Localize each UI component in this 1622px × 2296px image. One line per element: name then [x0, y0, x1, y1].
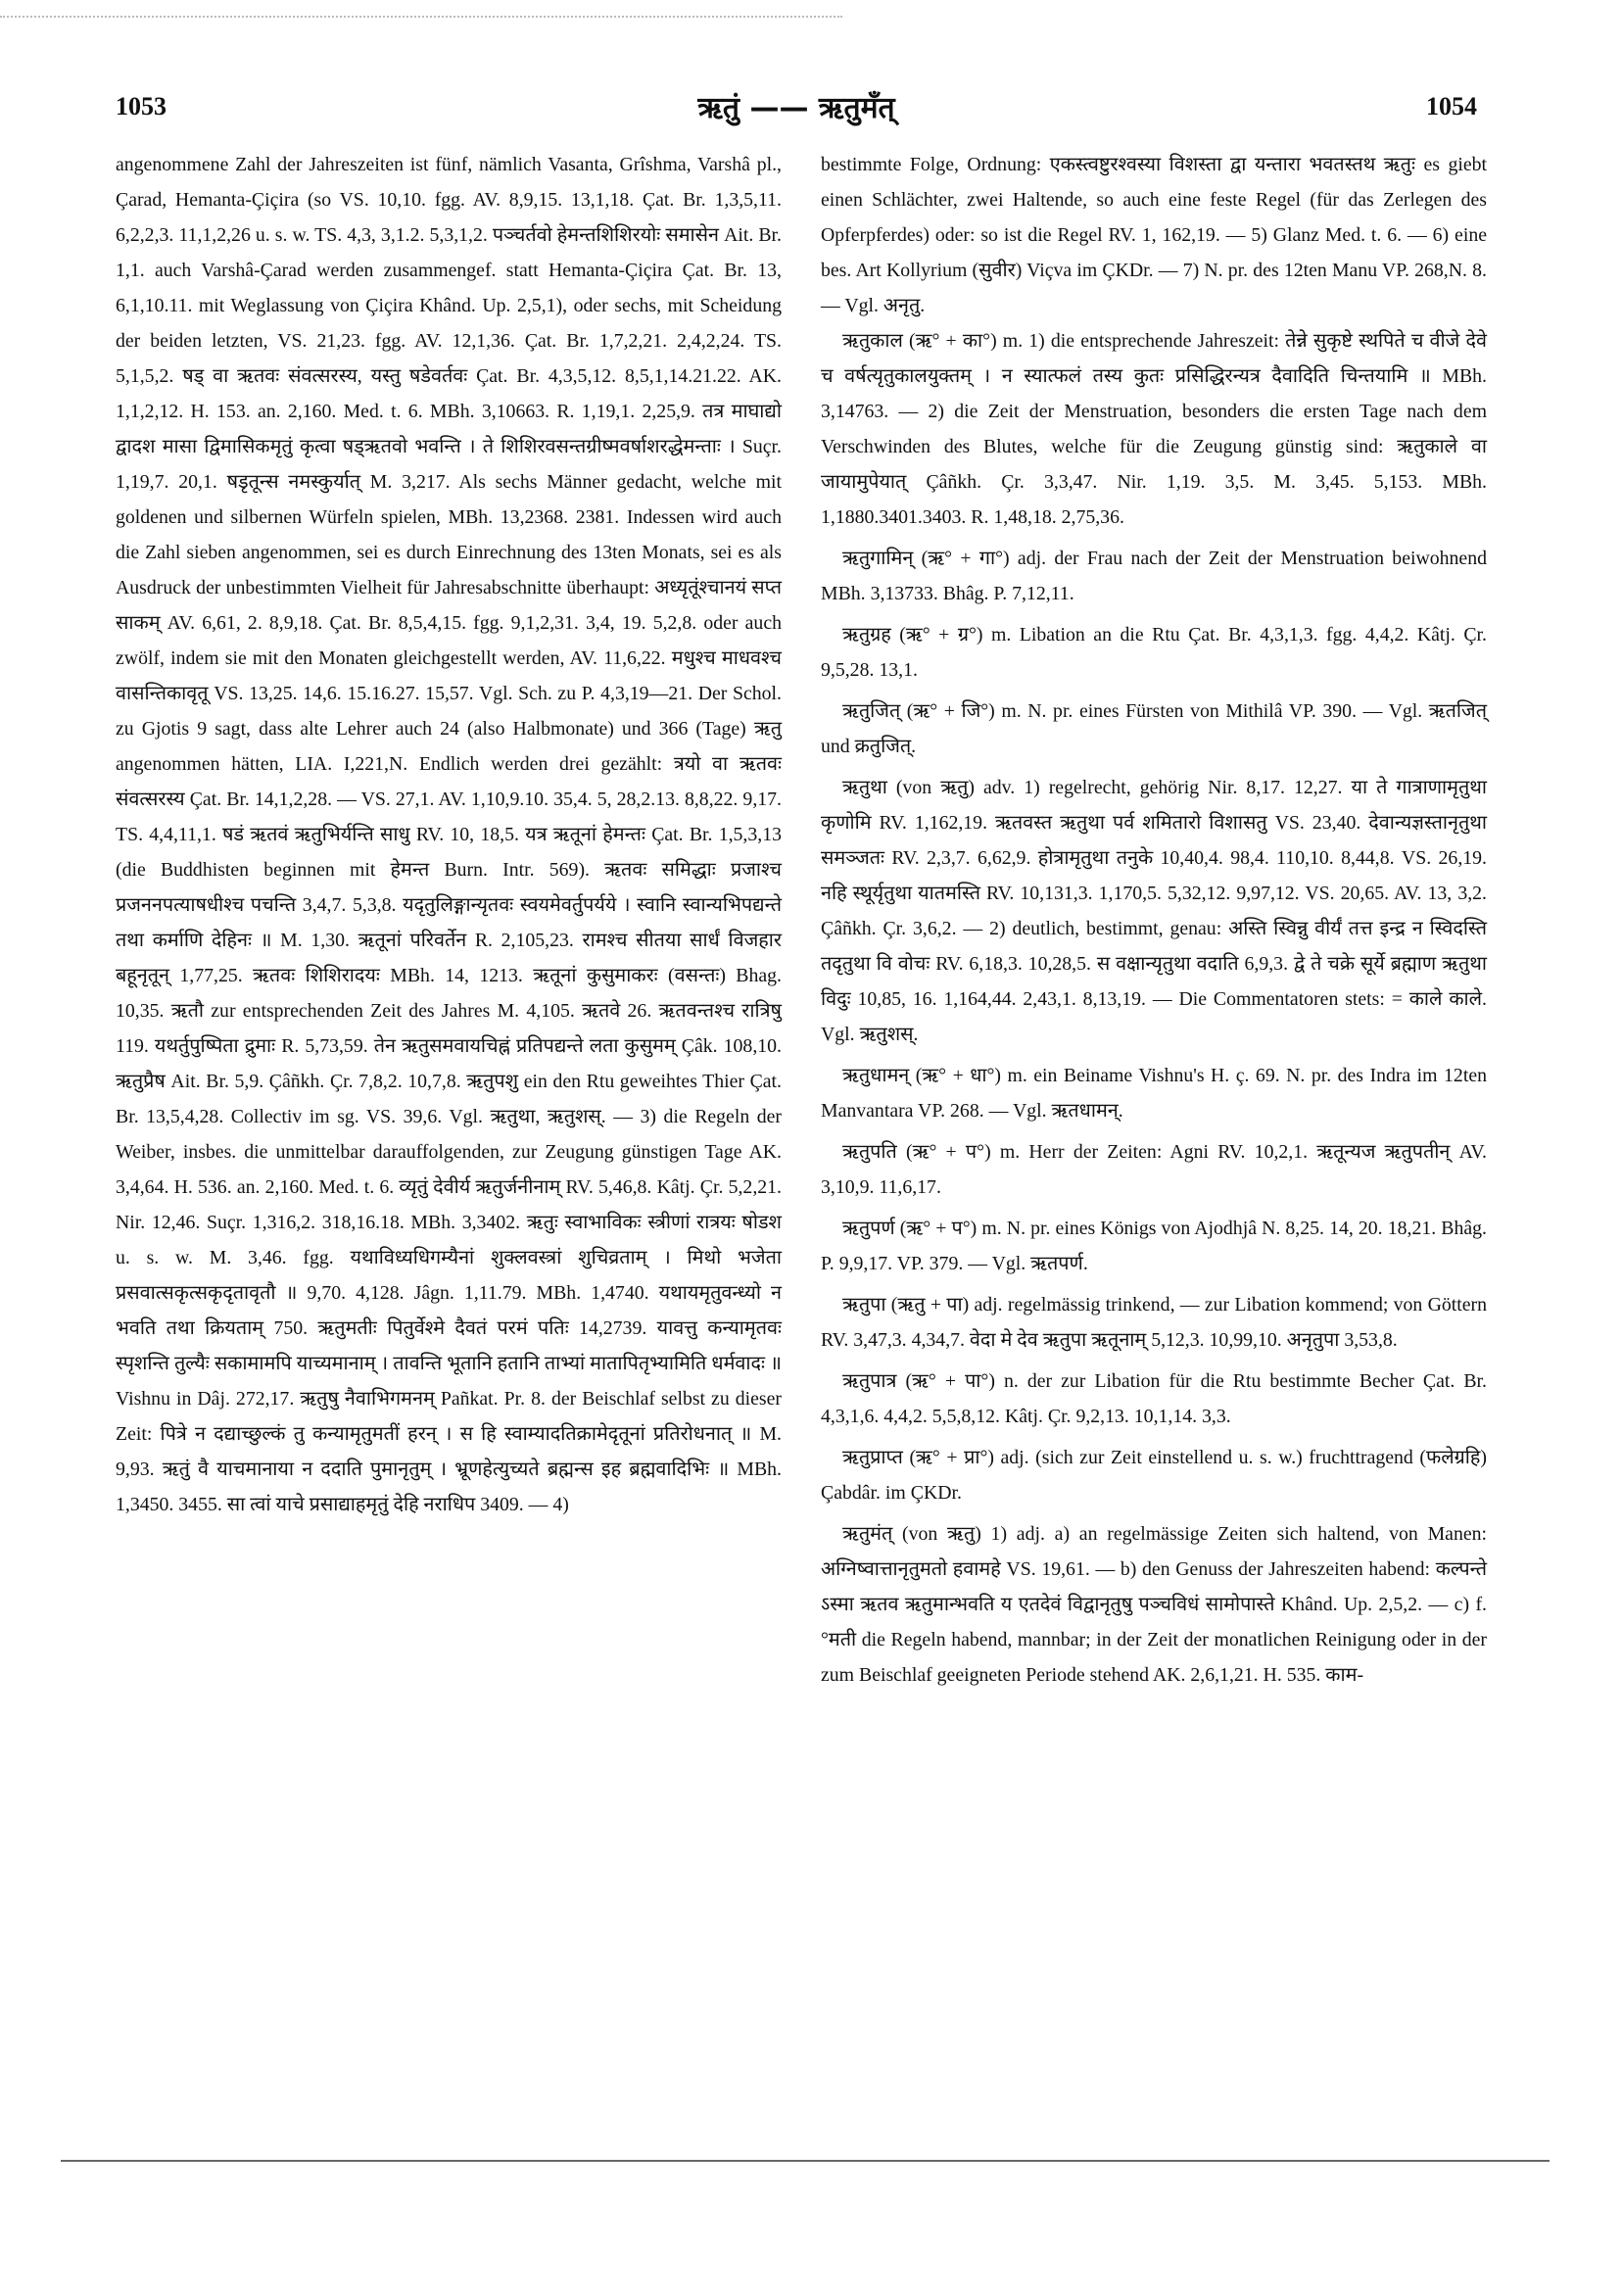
- page-number-right: 1054: [1426, 92, 1477, 120]
- entry-rtukala: ऋतुकाल (ऋ° + का°) m. 1) die entsprechende Jahreszeit: तेन्ने सुकृष्टे स्थपिते च वीजे देवे च वर्षत्यृतुकालयुक्तम् । न स्यात्फलं तस्य कुतः प्रसिद्धिरन्यत्र दैवादिति चिन्तयामि ॥ MBh. 3,14763. — 2) die Zeit der Menstruation, besonders die ersten Tage nach dem Verschwinden des Blutes, welche für die Zeugung günstig sind: ऋतुकाले वा जायामुपेयात् Çâñkh. Çr. 3,3,47. Nir. 1,19. 3,5. M. 3,45. 5,153. MBh. 1,1880.3401.3403. R. 1,48,18. 2,75,36.: [821, 330, 1487, 528]
- entry-rtuparna: ऋतुपर्ण (ऋ° + प°) m. N. pr. eines Königs von Ajodhjâ N. 8,25. 14, 20. 18,21. Bhâg. P. 9,9,17. VP. 379. — Vgl. ऋतपर्ण.: [821, 1218, 1487, 1274]
- entry-rtupati: ऋतुपति (ऋ° + प°) m. Herr der Zeiten: Agni RV. 10,2,1. ऋतून्यज ऋतुपतीन् AV. 3,10,9. 11,6,17.: [821, 1141, 1487, 1198]
- scan-noise: [0, 16, 842, 27]
- right-continuation: bestimmte Folge, Ordnung: एकस्त्वष्टुरश्वस्या विशस्ता द्वा यन्तारा भवतस्तथ ऋतुः es giebt einen Schlächter, zwei Haltende, so auch eine feste Regel (für das Zerlegen des Opferpferdes) oder: so ist die Regel RV. 1, 162,19. — 5) Glanz Med. t. 6. — 6) eine bes. Art Kollyrium (सुवीर) Viçva im ÇKDr. — 7) N. pr. des 12ten Manu VP. 268,N. 8. — Vgl. अनृतु.: [821, 154, 1487, 316]
- entry-rtugraha: ऋतुग्रह (ऋ° + ग्र°) m. Libation an die Rtu Çat. Br. 4,3,1,3. fgg. 4,4,2. Kâtj. Çr. 9,5,28. 13,1.: [821, 624, 1487, 681]
- page-number-left: 1053: [116, 92, 167, 120]
- entry-rtumant: ऋतुमंत् (von ऋतु) 1) adj. a) an regelmässige Zeiten sich haltend, von Manen: अग्निष्वात्तानृतुमतो हवामहे VS. 19,61. — b) den Genuss der Jahreszeiten habend: कल्पन्ते ऽस्मा ऋतव ऋतुमान्भवति य एतदेवं विद्वानृतुषु पञ्चविधं सामोपास्ते Khând. Up. 2,5,2. — c) f. °मती die Regeln habend, mannbar; in der Zeit der monatlichen Reinigung oder in der zum Beischlaf geeigneten Periode stehend AK. 2,6,1,21. H. 535. काम-: [821, 1523, 1487, 1686]
- running-title: ऋतुं —— ऋतुमँत्: [697, 91, 895, 125]
- footer-rule: [61, 2160, 1550, 2162]
- entry-rtutha: ऋतुथा (von ऋतु) adv. 1) regelrecht, gehörig Nir. 8,17. 12,27. या ते गात्राणामृतुथा कृणोमि RV. 1,162,19. ऋतवस्त ऋतुथा पर्व शमितारो विशासतु VS. 23,40. देवान्यज्ञस्तानृतुथा समञ्जतः RV. 2,3,7. 6,62,9. होत्रामृतुथा तनुके 10,40,4. 98,4. 110,10. 8,44,8. VS. 26,19. नहि स्थूर्यृतुथा यातमस्ति RV. 10,131,3. 1,170,5. 5,32,12. 9,97,12. VS. 20,65. AV. 13, 3,2. Çâñkh. Çr. 3,6,2. — 2) deutlich, bestimmt, genau: अस्ति स्विन्नु वीर्यं तत्त इन्द्र न स्विदस्ति तदृतुथा वि वोचः RV. 6,18,3. 10,28,5. स वक्षान्यृतुथा वदाति 6,9,3. द्वे ते चक्रे सूर्ये ब्रह्माण ऋतुथा विदुः 10,85, 16. 1,164,44. 2,43,1. 8,13,19. — Die Commentatoren stets: = काले काले. Vgl. ऋतुशस्.: [821, 777, 1487, 1045]
- right-column: [821, 147, 1487, 1693]
- left-column: [116, 147, 782, 1522]
- entry-rtugamin: ऋतुगामिन् (ऋ° + गा°) adj. der Frau nach der Zeit der Menstruation beiwohnend MBh. 3,13733. Bhâg. P. 7,12,11.: [821, 548, 1487, 604]
- entry-rtudhaman: ऋतुधामन् (ऋ° + धा°) m. ein Beiname Vishnu's H. ç. 69. N. pr. des Indra im 12ten Manvantara VP. 268. — Vgl. ऋतधामन्.: [821, 1065, 1487, 1122]
- entry-rtuprapta: ऋतुप्राप्त (ऋ° + प्रा°) adj. (sich zur Zeit einstellend u. s. w.) fruchttragend (फलेग्रहि) Çabdâr. im ÇKDr.: [821, 1447, 1487, 1504]
- entry-rtupatra: ऋतुपात्र (ऋ° + पा°) n. der zur Libation für die Rtu bestimmte Becher Çat. Br. 4,3,1,6. 4,4,2. 5,5,8,12. Kâtj. Çr. 9,2,13. 10,1,14. 3,3.: [821, 1370, 1487, 1427]
- entry-rtupa: ऋतुपा (ऋतु + पा) adj. regelmässig trinkend, — zur Libation kommend; von Göttern RV. 3,47,3. 4,34,7. वेदा मे देव ऋतुपा ऋतूनाम् 5,12,3. 10,99,10. अनृतुपा 3,53,8.: [821, 1294, 1487, 1351]
- page-header: [116, 86, 1477, 129]
- left-column-text: angenommene Zahl der Jahreszeiten ist fünf, nämlich Vasanta, Grîshma, Varshâ pl., Çarad, Hemanta-Çiçira (so VS. 10,10. fgg. AV. 8,9,15. 13,1,18. Çat. Br. 1,3,5,11. 6,2,2,3. 11,1,2,26 u. s. w. TS. 4,3, 3,1.2. 5,3,1,2. पञ्चर्तवो हेमन्तशिशिरयोः समासेन Ait. Br. 1,1. auch Varshâ-Çarad werden zusammengef. statt Hemanta-Çiçira Çat. Br. 13, 6,1,10.11. mit Weglassung von Çiçira Khând. Up. 2,5,1), oder sechs, mit Scheidung der beiden letzten, VS. 21,23. fgg. AV. 12,1,36. Çat. Br. 1,7,2,21. 2,4,2,24. TS. 5,1,5,2. षड् वा ऋतवः संवत्सरस्य, यस्तु षडेवर्तवः Çat. Br. 4,3,5,12. 8,5,1,14.21.22. AK. 1,1,2,12. H. 153. an. 2,160. Med. t. 6. MBh. 3,10663. R. 1,19,1. 2,25,9. तत्र माघाद्यो द्वादश मासा द्विमासिकमृतुं कृत्वा षड्ऋतवो भवन्ति । ते शिशिरवसन्तग्रीष्मवर्षाशरद्धेमन्ताः । Suçr. 1,19,7. 20,1. षडृतून्स नमस्कुर्यात् M. 3,217. Als sechs Männer gedacht, welche mit goldenen und silbernen Würfeln spielen, MBh. 13,2368. 2381. Indessen wird auch die Zahl sieben angenommen, sei es durch Einrechnung des 13ten Monats, sei es als Ausdruck der unbestimmten Vielheit für Jahresabschnitte überhaupt: अध्यृतूंश्चानयं सप्त साकम् AV. 6,61, 2. 8,9,18. Çat. Br. 8,5,4,15. fgg. 9,1,2,31. 3,4, 19. 5,2,8. oder auch zwölf, indem sie mit den Monaten gleichgestellt werden, AV. 11,6,22. मधुश्च माधवश्च वासन्तिकावृतू VS. 13,25. 14,6. 15.16.27. 15,57. Vgl. Sch. zu P. 4,3,19—21. Der Schol. zu Gjotis 9 sagt, dass alte Lehrer auch 24 (also Halbmonate) und 366 (Tage) ऋतु angenommen hätten, LIA. I,221,N. Endlich werden drei gezählt: त्रयो वा ऋतवः संवत्सरस्य Çat. Br. 14,1,2,28. — VS. 27,1. AV. 1,10,9.10. 35,4. 5, 28,2.13. 8,8,22. 9,17. TS. 4,4,11,1. षडं ऋतवं ऋतुभिर्यन्ति साधु RV. 10, 18,5. यत्र ऋतूनां हेमन्तः Çat. Br. 1,5,3,13 (die Buddhisten beginnen mit हेमन्त Burn. Intr. 569). ऋतवः समिद्धाः प्रजाश्च प्रजननपत्याषधीश्च पचन्ति 3,4,7. 5,3,8. यदृतुलिङ्गान्यृतवः स्वयमेवर्तुपर्यये । स्वानि स्वान्यभिपद्यन्ते तथा कर्माणि देहिनः ॥ M. 1,30. ऋतूनां परिवर्तेन R. 2,105,23. रामश्च सीतया सार्धं विजहार बहूनृतून् 1,77,25. ऋतवः शिशिरादयः MBh. 14, 1213. ऋतूनां कुसुमाकरः (वसन्तः) Bhag. 10,35. ऋतौ zur entsprechenden Zeit des Jahres M. 4,105. ऋतवे 26. ऋतवन्तश्च रात्रिषु 119. यथर्तुपुष्पिता द्रुमाः R. 5,73,59. तेन ऋतुसमवायचिह्नं प्रतिपद्यन्ते लता कुसुमम् Çâk. 108,10. ऋतुप्रैष Ait. Br. 5,9. Çâñkh. Çr. 7,8,2. 10,7,8. ऋतुपशु ein den Rtu geweihtes Thier Çat. Br. 13,5,4,28. Collectiv im sg. VS. 39,6. Vgl. ऋतुथा, ऋतुशस्. — 3) die Regeln der Weiber, insbes. die unmittelbar darauffolgenden, zur Zeugung günstigen Tage AK. 3,4,64. H. 536. an. 2,160. Med. t. 6. व्यृतुं देवीर्य ऋतुर्जनीनाम् RV. 5,46,8. Kâtj. Çr. 5,2,21. Nir. 12,46. Suçr. 1,316,2. 318,16.18. MBh. 3,3402. ऋतुः स्वाभाविकः स्त्रीणां रात्रयः षोडश u. s. w. M. 3,46. fgg. यथाविध्यधिगम्यैनां शुक्लवस्त्रां शुचिव्रताम् । मिथो भजेता प्रसवात्सकृत्सकृदृतावृतौ ॥ 9,70. 4,128. Jâgn. 1,11.79. MBh. 1,4740. यथायमृतुवन्ध्यो न भवति तथा क्रियताम् 750. ऋतुमतीः पितुर्वेश्मे दैवतं परमं पतिः 14,2739. यावत्तु कन्यामृतवः स्पृशन्ति तुल्यैः सकामामपि याच्यमानाम् । तावन्ति भूतानि हतानि ताभ्यां मातापितृभ्यामिति धर्मवादः ॥ Vishnu in Dâj. 272,17. ऋतुषु नैवाभिगमनम् Pañkat. Pr. 8. der Beischlaf selbst zu dieser Zeit: पित्रे न दद्याच्छुल्कं तु कन्यामृतुमतीं हरन् । स हि स्वाम्यादतिक्रामेदृतूनां प्रतिरोधनात् ॥ M. 9,93. ऋतुं वै याचमानाया न ददाति पुमानृतुम् । भ्रूणहेत्युच्यते ब्रह्मन्स इह ब्रह्मवादिभिः ॥ MBh. 1,3450. 3455. सा त्वां याचे प्रसाद्याहमृतुं देहि नराधिप 3409. — 4): [116, 154, 782, 1515]
- entry-rtujit: ऋतुजित् (ऋ° + जि°) m. N. pr. eines Fürsten von Mithilâ VP. 390. — Vgl. ऋतजित् und क्रतुजित्.: [821, 700, 1487, 757]
